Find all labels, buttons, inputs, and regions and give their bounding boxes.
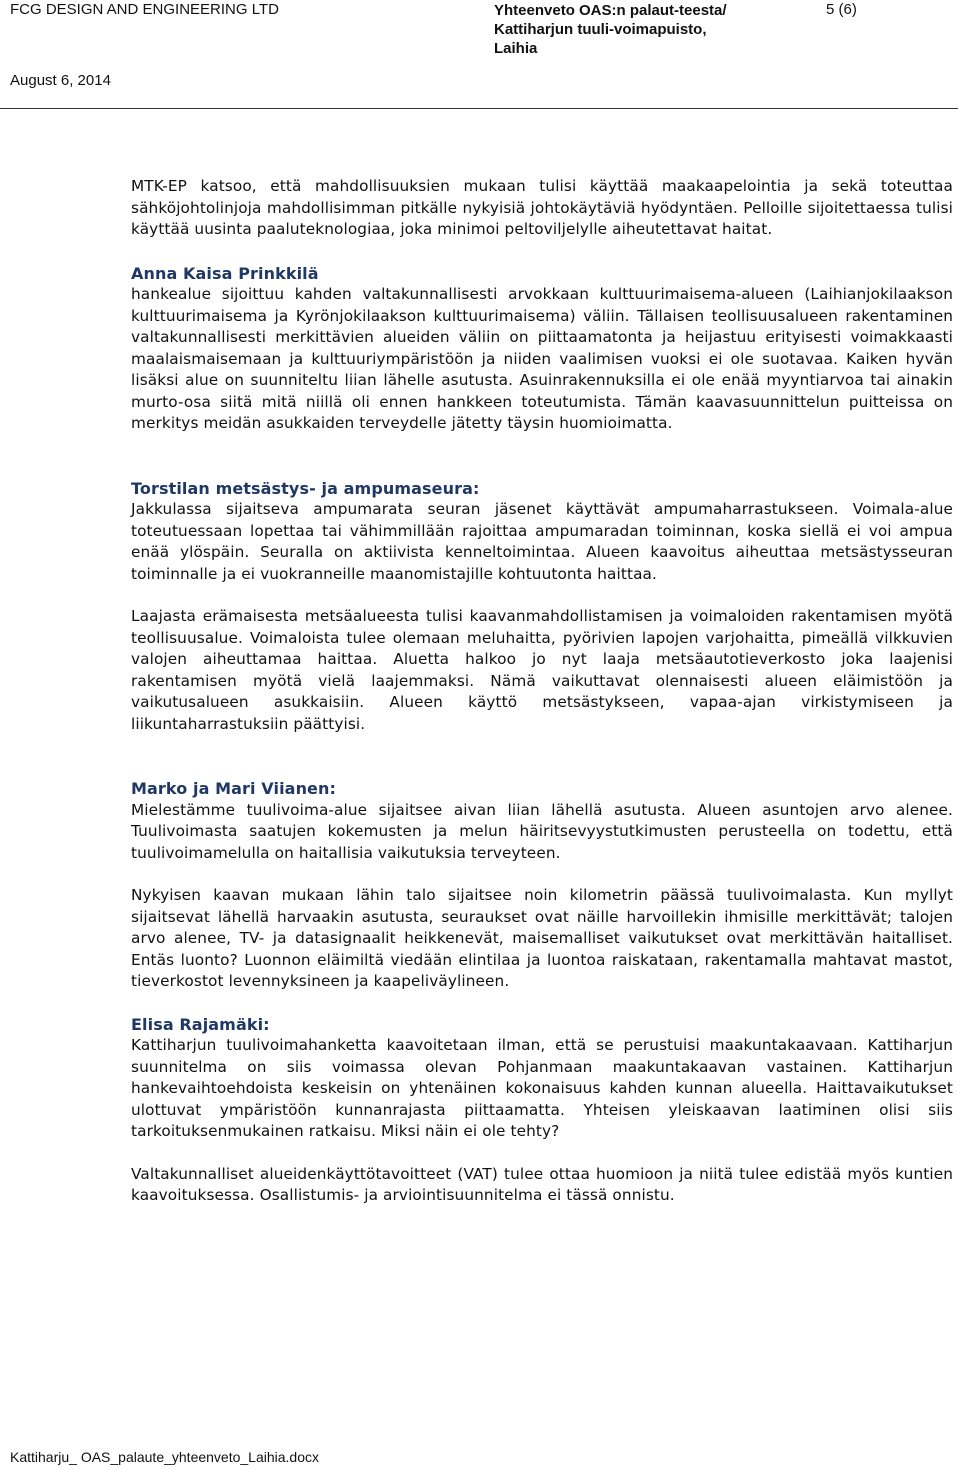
section-text-torstila-2: Laajasta erämaisesta metsäalueesta tulisi kaavanmahdollistamisen ja voimaloiden rakentamisen myötä teollisuusalue. Voimaloista tulee olemaan meluhaitta, pyörivien lapojen varjohaitta, pimeällä vilkkuvien valojen aiheuttamaa haittaa. Aluetta halkoo jo nyt laaja metsäautotieverkosto joka laajenisi rakentamisen myötä vielä laajemmaksi. Nämä vaikuttavat olennaisesti alueen eläimistöön ja vaikutusalueen asukkaisiin. Alueen käyttö metsästykseen, vapaa-ajan virkistymiseen ja liikuntaharrastuksiin päättyisi. <box>131 607 953 733</box>
header-divider <box>0 108 958 109</box>
footer-filename: Kattiharju_ OAS_palaute_yhteenveto_Laihia.docx <box>10 1449 319 1465</box>
section-text-viianen-1: Mielestämme tuulivoima-alue sijaitsee aivan liian lähellä asutusta. Alueen asuntojen arvo alenee. Tuulivoimasta saatujen kokemusten ja melun häiritsevyystutkimusten perusteella on todettu, että tuulivoimamelulla on haitallisia vaikutuksia terveyteen. <box>131 800 953 862</box>
section-text-prinkkila: hankealue sijoittuu kahden valtakunnallisesti arvokkaan kulttuurimaisema-alueen (Laihianjokilaakson kulttuurimaisema ja Kyrönjokilaakson kulttuurimaisema) väliin. Tällaisen teollisuusalueen rakentaminen valtakunnallisesti merkittävien alueiden väliin on piittaamatonta ja heijastuu erityisesti voimakkaasti maalaismaisemaan ja kulttuuriympäristöön ja niiden vaalimisen vuoksi ei ole suotavaa. Kaiken hyvän lisäksi alue on suunniteltu liian lähelle asutusta. Asuinrakennuksilla ei ole enää myyntiarvoa tai ainakin murto-osa siitä mitä niillä oli ennen hankkeen toteutumista. Tämän kaavasuunnittelun puitteissa on merkitys meidän asukkaiden terveydelle jätetty täysin huomioimatta. <box>131 285 953 432</box>
section-heading-prinkkila: Anna Kaisa Prinkkilä <box>131 263 319 283</box>
section-heading-rajamaki: Elisa Rajamäki: <box>131 1014 270 1034</box>
section-heading-torstila: Torstilan metsästys- ja ampumaseura: <box>131 478 480 498</box>
section-heading-viianen: Marko ja Mari Viianen: <box>131 779 336 798</box>
document-body <box>131 176 953 1207</box>
document-title: Yhteenveto OAS:n palaut-teesta/ Kattiharjun tuuli-voimapuisto, Laihia <box>494 2 727 57</box>
company-name: FCG DESIGN AND ENGINEERING LTD <box>10 1 279 18</box>
section-text-rajamaki-1: Kattiharjun tuulivoimahanketta kaavoitetaan ilman, että se perustuisi maakuntakaavaan. Kattiharjun suunnitelma on siis voimassa olevan Pohjanmaan maakuntakaavan vastainen. Kattiharjun hankevaihtoehdoista keskeisin on yhtenäinen kokonaisuus kahden kunnan alueella. Haittavaikutukset ulottuvat ympäristöön kunnanrajasta piittaamatta. Yhteisen yleiskaavan laatiminen olisi siis tarkoituksenmukainen ratkaisu. Miksi näin ei ole tehty? <box>131 1036 953 1140</box>
section-text-torstila-1: Jakkulassa sijaitseva ampumarata seuran jäsenet käyttävät ampumaharrastukseen. Voimala-alue toteutuessaan lopettaa tai vähimmillään rajoittaa ampumaradan toiminnan, koska siellä ei voi ampua enää ylöspäin. Seuralla on aktiivista kenneltoimintaa. Alueen kaavoitus aiheuttaa metsästysseuran toiminnalle ja ei vuokranneille maanomistajille kohtuutonta haittaa. <box>131 500 953 583</box>
document-date: August 6, 2014 <box>10 72 111 89</box>
section-text-viianen-2: Nykyisen kaavan mukaan lähin talo sijaitsee noin kilometrin päässä tuulivoimalasta. Kun myllyt sijaitsevat lähellä harvaakin asutusta, seuraukset ovat näille harvoillekin ihmisille merkittävät; talojen arvo alenee, TV- ja datasignaalit heikkenevät, maisemalliset vaikutukset ovat merkittävän haitalliset. Entäs luonto? Luonnon eläimiltä viedään elintilaa ja luontoa raiskataan, rakentamalla mahtavat mastot, tieverkostot levennyksineen ja kaapeliväylineen. <box>131 886 953 990</box>
page-number: 5 (6) <box>826 1 857 18</box>
intro-paragraph: MTK-EP katsoo, että mahdollisuuksien mukaan tulisi käyttää maakaapelointia ja sekä toteuttaa sähköjohtolinjoja mahdollisimman pitkälle nykyisiä johtokäytäviä hyödyntäen. Pelloille sijoitettaessa tulisi käyttää uusinta paaluteknologiaa, joka minimoi peltoviljelylle aiheutettavat haitat. <box>131 177 953 238</box>
section-text-rajamaki-2: Valtakunnalliset alueidenkäyttötavoitteet (VAT) tulee ottaa huomioon ja niitä tulee edistää myös kuntien kaavoituksessa. Osallistumis- ja arviointisuunnitelma ei tässä onnistu. <box>131 1164 953 1204</box>
